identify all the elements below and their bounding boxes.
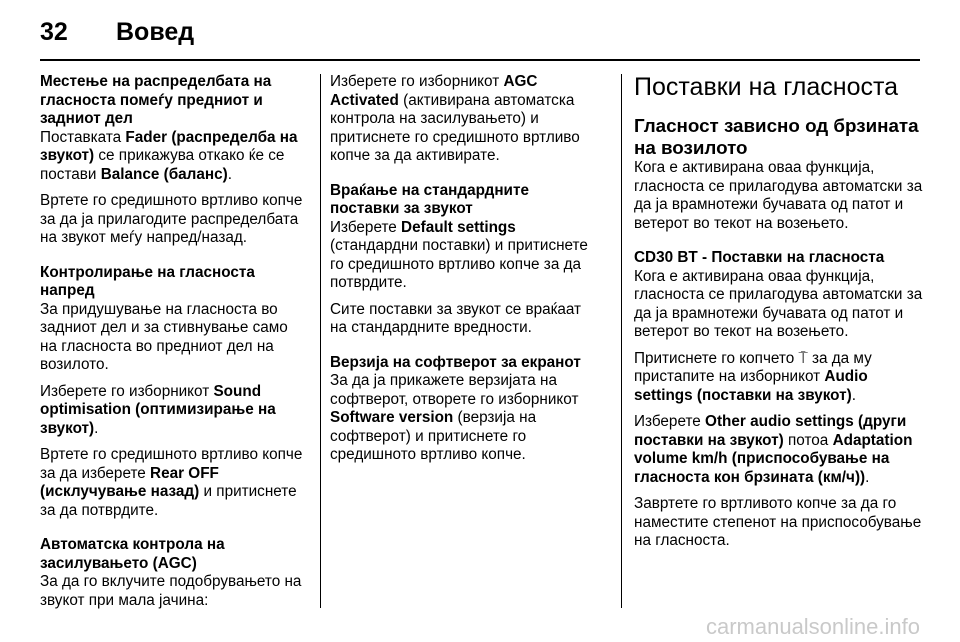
paragraph-adjust-level: Завртете го вртливото копче за да го наместите степенот на приспособување на гласноста. — [634, 495, 922, 549]
paragraph-rear-off: Вртете го средишното вртливо копче за да изберете Rear OFF (исклучување назад) и притиснете за да потврдите. — [40, 446, 303, 519]
heading-front-volume: Контролирање на гласноста напред — [40, 263, 255, 299]
paragraph-reset: Сите поставки за звукот се враќаат на стандардните вредности. — [330, 300, 582, 336]
section-title: Поставки на гласноста — [634, 73, 899, 101]
paragraph-fader: Поставката Fader (распределба на звукот) се прикажува откако ќе се постави Balance (баланс). — [40, 128, 298, 183]
paragraph-fader-adjust: Вртете го средишното вртливо копче за да ја прилагодите распределбата на звукот меѓу напред/назад. — [40, 192, 303, 246]
column-divider-1 — [320, 74, 321, 608]
page-number: 32 — [40, 18, 68, 46]
paragraph-software-version: За да ја прикажете верзијата на софтверот, отворете го изборникот Software version (верзија на софтверот) и притиснете го средишното вртливо копче. — [330, 372, 579, 463]
chapter-title: Вовед — [116, 18, 195, 46]
paragraph-audio-settings: Притиснете го копчето ⍑ за да му пристапите на изборникот Audio settings (поставки на звукот). — [634, 349, 872, 404]
column-divider-2 — [621, 74, 622, 608]
tone-button-icon: ⍑ — [798, 349, 808, 367]
heading-software-version: Верзија на софтверот за екранот — [330, 353, 581, 371]
paragraph-cd30-volume: Кога е активирана оваа функција, гласноста се прилагодува автоматски за да ја врамнотежи бучавата од патот и ветерот во текот на возењето. — [634, 267, 923, 340]
column-3 — [634, 73, 924, 559]
paragraph-adaptation-volume: Изберете Other audio settings (други поставки на звукот) потоа Adaptation volume km/h (приспособување на гласноста кон брзината (км/ч)). — [634, 413, 913, 486]
heading-cd30-volume: CD30 BT - Поставки на гласноста — [634, 249, 885, 266]
heading-fader: Местење на распределбата на гласноста помеѓу предниот и задниот дел — [40, 73, 272, 127]
paragraph-default-settings: Изберете Default settings (стандардни поставки) и притиснете го средишното вртливо копче за да потврдите. — [330, 218, 588, 291]
paragraph-sound-optimisation: Изберете го изборникот Sound optimisation (оптимизирање на звукот). — [40, 382, 276, 437]
paragraph-front-volume: За придушување на гласноста во задниот дел и за стивнување само на гласноста во предниот дел на возилото. — [40, 300, 288, 373]
column-2 — [330, 73, 602, 473]
watermark: carmanualsonline.info — [705, 614, 920, 639]
heading-agc: Автоматска контрола на засилувањето (AGC) — [40, 536, 225, 572]
column-1 — [40, 73, 308, 618]
paragraph-speed-volume: Кога е активирана оваа функција, гласноста се прилагодува автоматски за да ја врамнотежи бучавата од патот и ветерот во текот на возењето. — [634, 159, 923, 232]
subsection-title: Гласност зависно од брзината на возилото — [634, 115, 919, 158]
paragraph-agc-activate: Изберете го изборникот AGC Activated (активирана автоматска контрола на засилувањето) и притиснете го средишното вртливо копче за да активирате. — [330, 73, 580, 164]
paragraph-agc: За да го вклучите подобрувањето на звукот при мала јачина: — [40, 573, 302, 609]
heading-default-settings: Враќање на стандардните поставки за звукот — [330, 181, 529, 217]
header-rule — [40, 59, 920, 61]
